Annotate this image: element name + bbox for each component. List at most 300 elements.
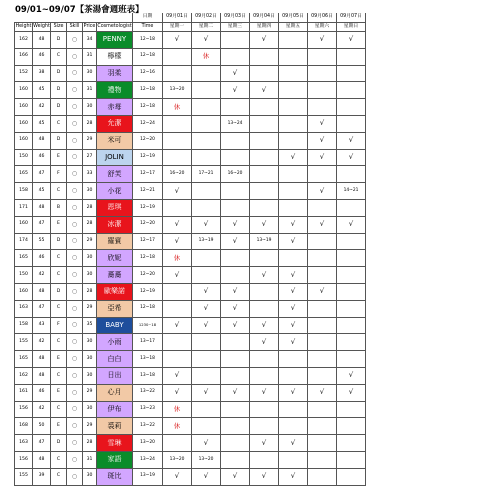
- day-cell-2: [192, 132, 221, 149]
- day-cell-7: [337, 233, 366, 250]
- day-week-5: 星期五: [279, 23, 308, 32]
- cosmetologist-name: 米可: [97, 132, 133, 149]
- day-cell-2: 13~19: [192, 233, 221, 250]
- height-cell: 160: [15, 132, 33, 149]
- day-cell-3: √: [221, 216, 250, 233]
- col-height: Height: [15, 23, 33, 32]
- day-cell-1: 休: [163, 250, 192, 267]
- day-cell-4: [250, 132, 279, 149]
- day-cell-6: √: [308, 132, 337, 149]
- day-cell-2: [192, 367, 221, 384]
- day-cell-3: [221, 418, 250, 435]
- size-cell: E: [51, 418, 67, 435]
- skill-cell: ○: [67, 183, 83, 200]
- size-cell: C: [51, 468, 67, 485]
- day-cell-2: [192, 418, 221, 435]
- size-cell: C: [51, 300, 67, 317]
- day-cell-3: [221, 267, 250, 284]
- day-cell-4: √: [250, 267, 279, 284]
- day-cell-5: [279, 250, 308, 267]
- time-cell: 1230~18: [133, 317, 163, 334]
- weight-cell: 47: [33, 300, 51, 317]
- day-cell-6: [308, 65, 337, 82]
- height-cell: 156: [15, 401, 33, 418]
- height-cell: 161: [15, 384, 33, 401]
- table-row: [15, 132, 366, 149]
- time-cell: 13~24: [133, 451, 163, 468]
- day-cell-3: √: [221, 65, 250, 82]
- day-cell-5: [279, 451, 308, 468]
- skill-cell: ○: [67, 250, 83, 267]
- weight-cell: 46: [33, 384, 51, 401]
- day-cell-5: √: [279, 317, 308, 334]
- weight-cell: 48: [33, 199, 51, 216]
- table-row: [15, 300, 366, 317]
- weight-cell: 42: [33, 401, 51, 418]
- cosmetologist-name: 禮物: [97, 82, 133, 99]
- table-row: [15, 99, 366, 116]
- day-cell-6: [308, 468, 337, 485]
- skill-cell: ○: [67, 468, 83, 485]
- day-cell-3: [221, 149, 250, 166]
- weight-cell: 48: [33, 132, 51, 149]
- price-cell: 29: [83, 300, 97, 317]
- day-cell-4: [250, 283, 279, 300]
- weight-cell: 48: [33, 451, 51, 468]
- day-date-4: 09月04日: [250, 13, 279, 23]
- day-cell-3: [221, 435, 250, 452]
- cosmetologist-name: 小花: [97, 183, 133, 200]
- cosmetologist-name: 家語: [97, 451, 133, 468]
- price-cell: 29: [83, 132, 97, 149]
- cosmetologist-name: 斑比: [97, 468, 133, 485]
- skill-cell: ○: [67, 300, 83, 317]
- day-cell-2: √: [192, 317, 221, 334]
- day-cell-1: [163, 300, 192, 317]
- day-cell-5: [279, 351, 308, 368]
- day-cell-5: √: [279, 233, 308, 250]
- price-cell: 29: [83, 233, 97, 250]
- weight-cell: 39: [33, 468, 51, 485]
- height-cell: 156: [15, 451, 33, 468]
- day-cell-1: √: [163, 32, 192, 49]
- day-week-6: 星期六: [308, 23, 337, 32]
- price-cell: 30: [83, 401, 97, 418]
- height-cell: 160: [15, 283, 33, 300]
- weight-cell: 55: [33, 233, 51, 250]
- price-cell: 31: [83, 48, 97, 65]
- day-cell-2: [192, 115, 221, 132]
- day-cell-1: 休: [163, 99, 192, 116]
- height-cell: 160: [15, 82, 33, 99]
- weight-cell: 45: [33, 115, 51, 132]
- time-cell: 12~24: [133, 115, 163, 132]
- size-cell: D: [51, 233, 67, 250]
- date-label: 日期: [133, 13, 163, 23]
- height-cell: 152: [15, 65, 33, 82]
- day-cell-1: [163, 351, 192, 368]
- day-cell-2: √: [192, 283, 221, 300]
- height-cell: 158: [15, 183, 33, 200]
- page-title: 09/01~09/07【茶湯會週班表】: [15, 5, 144, 15]
- weight-cell: 48: [33, 351, 51, 368]
- weight-cell: 38: [33, 65, 51, 82]
- table-row: [15, 115, 366, 132]
- time-cell: 12~18: [133, 48, 163, 65]
- day-cell-1: [163, 115, 192, 132]
- price-cell: 28: [83, 435, 97, 452]
- table-row: [15, 250, 366, 267]
- height-cell: 163: [15, 435, 33, 452]
- skill-cell: ○: [67, 351, 83, 368]
- price-cell: 30: [83, 267, 97, 284]
- size-cell: E: [51, 149, 67, 166]
- day-cell-6: [308, 48, 337, 65]
- day-date-3: 09月03日: [221, 13, 250, 23]
- day-cell-6: √: [308, 384, 337, 401]
- day-cell-2: [192, 267, 221, 284]
- day-date-7: 09月07日: [337, 13, 366, 23]
- day-cell-3: [221, 334, 250, 351]
- day-cell-2: √: [192, 384, 221, 401]
- day-cell-5: √: [279, 149, 308, 166]
- day-cell-5: √: [279, 283, 308, 300]
- table-row: [15, 233, 366, 250]
- table-row: [15, 199, 366, 216]
- day-cell-7: √: [337, 149, 366, 166]
- day-cell-6: √: [308, 32, 337, 49]
- day-cell-2: [192, 82, 221, 99]
- schedule-table: [14, 0, 366, 486]
- day-cell-2: √: [192, 468, 221, 485]
- day-cell-5: [279, 166, 308, 183]
- height-cell: 150: [15, 267, 33, 284]
- time-cell: 13~20: [133, 435, 163, 452]
- size-cell: D: [51, 82, 67, 99]
- day-cell-7: [337, 166, 366, 183]
- day-cell-6: [308, 418, 337, 435]
- day-cell-5: √: [279, 267, 308, 284]
- weight-cell: 45: [33, 82, 51, 99]
- cosmetologist-name: 舒芙: [97, 166, 133, 183]
- weight-cell: 43: [33, 317, 51, 334]
- cosmetologist-name: 允潔: [97, 115, 133, 132]
- day-cell-7: [337, 283, 366, 300]
- day-cell-5: [279, 32, 308, 49]
- day-cell-4: √: [250, 435, 279, 452]
- time-cell: 12~20: [133, 267, 163, 284]
- day-cell-1: 13~20: [163, 451, 192, 468]
- cosmetologist-name: 冰潔: [97, 216, 133, 233]
- day-cell-2: √: [192, 216, 221, 233]
- day-cell-3: √: [221, 283, 250, 300]
- day-cell-7: [337, 65, 366, 82]
- day-cell-4: [250, 65, 279, 82]
- day-cell-7: [337, 418, 366, 435]
- price-cell: 29: [83, 418, 97, 435]
- header-row-columns: [15, 23, 366, 32]
- price-cell: 30: [83, 65, 97, 82]
- skill-cell: ○: [67, 334, 83, 351]
- cosmetologist-name: JOLIN: [97, 149, 133, 166]
- time-cell: 12~18: [133, 99, 163, 116]
- skill-cell: ○: [67, 451, 83, 468]
- day-cell-4: √: [250, 468, 279, 485]
- price-cell: 27: [83, 149, 97, 166]
- day-cell-3: [221, 367, 250, 384]
- cosmetologist-name: 蕎蕎: [97, 267, 133, 284]
- day-week-7: 星期日: [337, 23, 366, 32]
- height-cell: 165: [15, 166, 33, 183]
- day-cell-4: [250, 418, 279, 435]
- day-cell-7: [337, 48, 366, 65]
- day-cell-1: [163, 283, 192, 300]
- day-cell-1: [163, 435, 192, 452]
- cosmetologist-name: 小雨: [97, 334, 133, 351]
- height-cell: 174: [15, 233, 33, 250]
- day-cell-3: √: [221, 300, 250, 317]
- time-cell: 12~18: [133, 82, 163, 99]
- height-cell: 171: [15, 199, 33, 216]
- day-cell-2: [192, 183, 221, 200]
- table-row: [15, 384, 366, 401]
- skill-cell: ○: [67, 199, 83, 216]
- size-cell: D: [51, 65, 67, 82]
- price-cell: 35: [83, 317, 97, 334]
- size-cell: E: [51, 384, 67, 401]
- skill-cell: ○: [67, 48, 83, 65]
- height-cell: 160: [15, 216, 33, 233]
- table-row: [15, 82, 366, 99]
- day-cell-2: 13~20: [192, 451, 221, 468]
- day-cell-3: [221, 199, 250, 216]
- day-cell-3: [221, 183, 250, 200]
- col-weight: Weight: [33, 23, 51, 32]
- day-cell-7: [337, 451, 366, 468]
- day-cell-1: 休: [163, 418, 192, 435]
- table-row: [15, 183, 366, 200]
- day-cell-1: [163, 149, 192, 166]
- skill-cell: ○: [67, 401, 83, 418]
- day-week-4: 星期四: [250, 23, 279, 32]
- day-cell-2: [192, 99, 221, 116]
- size-cell: D: [51, 283, 67, 300]
- day-cell-6: [308, 451, 337, 468]
- cosmetologist-name: 赤苺: [97, 99, 133, 116]
- day-cell-3: [221, 32, 250, 49]
- weight-cell: 46: [33, 48, 51, 65]
- weight-cell: 42: [33, 334, 51, 351]
- day-cell-4: [250, 451, 279, 468]
- time-cell: 12~20: [133, 216, 163, 233]
- day-cell-2: [192, 65, 221, 82]
- day-cell-5: [279, 199, 308, 216]
- day-cell-5: [279, 183, 308, 200]
- day-cell-3: 13~24: [221, 115, 250, 132]
- col-skill: Skill: [67, 23, 83, 32]
- day-cell-3: [221, 451, 250, 468]
- size-cell: E: [51, 351, 67, 368]
- day-cell-3: [221, 99, 250, 116]
- day-cell-2: [192, 351, 221, 368]
- day-cell-3: √: [221, 384, 250, 401]
- day-cell-7: [337, 115, 366, 132]
- size-cell: C: [51, 115, 67, 132]
- day-cell-1: 16~20: [163, 166, 192, 183]
- day-cell-5: [279, 367, 308, 384]
- skill-cell: ○: [67, 216, 83, 233]
- height-cell: 160: [15, 99, 33, 116]
- day-cell-5: [279, 99, 308, 116]
- skill-cell: ○: [67, 418, 83, 435]
- day-cell-3: [221, 401, 250, 418]
- skill-cell: ○: [67, 283, 83, 300]
- day-cell-4: [250, 183, 279, 200]
- time-cell: 12~18: [133, 300, 163, 317]
- skill-cell: ○: [67, 149, 83, 166]
- time-cell: 12~17: [133, 233, 163, 250]
- table-row: [15, 451, 366, 468]
- height-cell: 158: [15, 317, 33, 334]
- day-cell-5: √: [279, 468, 308, 485]
- weight-cell: 48: [33, 283, 51, 300]
- day-cell-2: 休: [192, 48, 221, 65]
- size-cell: B: [51, 199, 67, 216]
- price-cell: 28: [83, 115, 97, 132]
- table-row: [15, 435, 366, 452]
- skill-cell: ○: [67, 115, 83, 132]
- day-cell-5: [279, 418, 308, 435]
- day-cell-4: [250, 149, 279, 166]
- day-cell-4: [250, 367, 279, 384]
- cosmetologist-name: 白白: [97, 351, 133, 368]
- day-cell-7: [337, 250, 366, 267]
- cosmetologist-name: 裘莉: [97, 418, 133, 435]
- price-cell: 31: [83, 451, 97, 468]
- day-cell-2: [192, 250, 221, 267]
- cosmetologist-name: 羽柔: [97, 65, 133, 82]
- price-cell: 28: [83, 216, 97, 233]
- skill-cell: ○: [67, 32, 83, 49]
- price-cell: 30: [83, 351, 97, 368]
- time-cell: 12~19: [133, 149, 163, 166]
- day-date-5: 09月05日: [279, 13, 308, 23]
- price-cell: 31: [83, 82, 97, 99]
- cosmetologist-name: 雪琳: [97, 435, 133, 452]
- day-cell-5: [279, 401, 308, 418]
- day-cell-7: √: [337, 132, 366, 149]
- day-cell-7: [337, 300, 366, 317]
- table-row: [15, 166, 366, 183]
- skill-cell: ○: [67, 65, 83, 82]
- day-cell-4: [250, 250, 279, 267]
- day-cell-1: [163, 334, 192, 351]
- day-cell-4: √: [250, 82, 279, 99]
- time-cell: 12~20: [133, 132, 163, 149]
- day-cell-6: √: [308, 115, 337, 132]
- day-week-3: 星期三: [221, 23, 250, 32]
- day-cell-7: √: [337, 367, 366, 384]
- height-cell: 160: [15, 115, 33, 132]
- day-cell-7: [337, 435, 366, 452]
- day-date-1: 09月01日: [163, 13, 192, 23]
- size-cell: D: [51, 132, 67, 149]
- day-cell-7: [337, 82, 366, 99]
- height-cell: 155: [15, 468, 33, 485]
- day-cell-1: √: [163, 317, 192, 334]
- day-cell-4: √: [250, 317, 279, 334]
- size-cell: F: [51, 317, 67, 334]
- day-cell-6: [308, 233, 337, 250]
- day-week-2: 星期二: [192, 23, 221, 32]
- day-cell-5: √: [279, 435, 308, 452]
- time-cell: 13~18: [133, 367, 163, 384]
- cosmetologist-name: 檸檬: [97, 48, 133, 65]
- cosmetologist-name: 心月: [97, 384, 133, 401]
- skill-cell: ○: [67, 367, 83, 384]
- day-cell-4: [250, 48, 279, 65]
- price-cell: 30: [83, 99, 97, 116]
- weight-cell: 48: [33, 32, 51, 49]
- table-row: [15, 149, 366, 166]
- day-cell-3: [221, 250, 250, 267]
- weight-cell: 47: [33, 216, 51, 233]
- day-cell-3: [221, 351, 250, 368]
- day-cell-1: √: [163, 216, 192, 233]
- skill-cell: ○: [67, 132, 83, 149]
- time-cell: 12~16: [133, 65, 163, 82]
- day-cell-2: √: [192, 300, 221, 317]
- day-cell-1: √: [163, 233, 192, 250]
- day-cell-5: [279, 115, 308, 132]
- size-cell: C: [51, 250, 67, 267]
- day-cell-6: √: [308, 216, 337, 233]
- price-cell: 33: [83, 166, 97, 183]
- table-row: [15, 334, 366, 351]
- day-cell-7: [337, 199, 366, 216]
- day-cell-1: 休: [163, 401, 192, 418]
- table-row: [15, 267, 366, 284]
- day-cell-3: √: [221, 233, 250, 250]
- day-cell-2: [192, 149, 221, 166]
- size-cell: F: [51, 166, 67, 183]
- table-row: [15, 65, 366, 82]
- skill-cell: ○: [67, 317, 83, 334]
- day-cell-6: √: [308, 283, 337, 300]
- height-cell: 150: [15, 149, 33, 166]
- day-cell-1: √: [163, 468, 192, 485]
- time-cell: 13~23: [133, 401, 163, 418]
- day-cell-6: [308, 99, 337, 116]
- price-cell: 30: [83, 468, 97, 485]
- day-cell-4: √: [250, 334, 279, 351]
- day-cell-6: [308, 267, 337, 284]
- day-cell-7: [337, 99, 366, 116]
- day-cell-1: √: [163, 367, 192, 384]
- day-cell-1: 13~20: [163, 82, 192, 99]
- day-date-2: 09月02日: [192, 13, 221, 23]
- skill-cell: ○: [67, 384, 83, 401]
- time-cell: 12~21: [133, 183, 163, 200]
- day-cell-3: √: [221, 82, 250, 99]
- weight-cell: 50: [33, 418, 51, 435]
- table-row: [15, 32, 366, 49]
- size-cell: E: [51, 216, 67, 233]
- day-cell-6: [308, 82, 337, 99]
- day-cell-4: √: [250, 216, 279, 233]
- cosmetologist-name: 恩琪: [97, 199, 133, 216]
- day-cell-7: 14~21: [337, 183, 366, 200]
